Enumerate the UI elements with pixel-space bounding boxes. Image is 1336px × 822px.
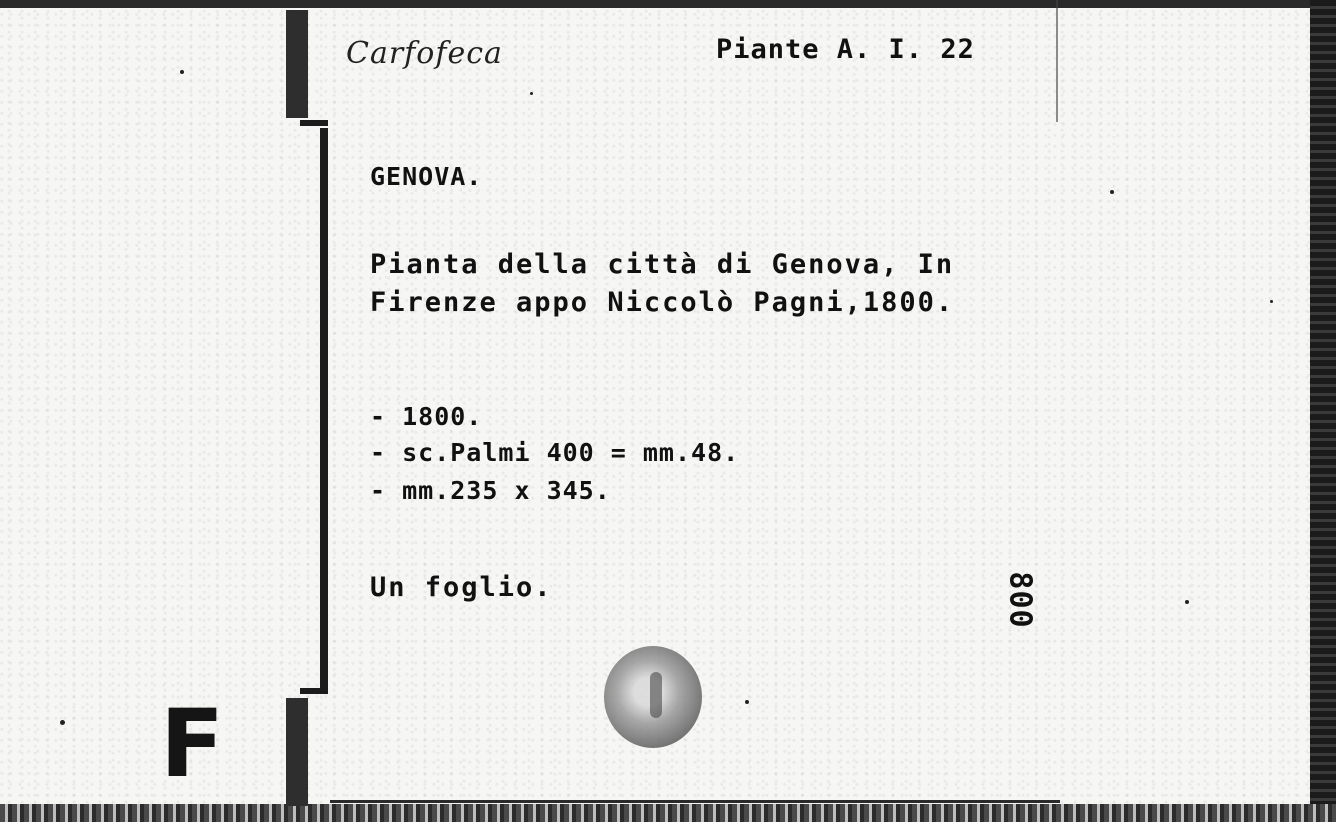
- dust-speck: [745, 700, 749, 704]
- card-detail-scale: - sc.Palmi 400 = mm.48.: [370, 438, 740, 467]
- card-header-handwritten: Carfofeca: [346, 36, 503, 71]
- right-scan-edge: [1310, 0, 1336, 822]
- card-left-border: [320, 128, 328, 690]
- bottom-scan-edge: [0, 804, 1336, 822]
- dust-speck: [180, 70, 184, 74]
- dust-speck: [1110, 190, 1114, 194]
- card-title-line-1: Pianta della città di Genova, In: [370, 249, 955, 280]
- card-rotated-year: 800: [1002, 571, 1038, 629]
- card-sheet-count: Un foglio.: [370, 572, 553, 603]
- divider-tab-bottom: [286, 698, 308, 806]
- divider-tab-top: [286, 10, 308, 118]
- punch-hole: [604, 646, 702, 748]
- card-detail-date: - 1800.: [370, 402, 483, 431]
- dust-speck: [530, 92, 533, 95]
- divider-letter: F: [160, 690, 226, 799]
- card-right-border: [1056, 0, 1058, 122]
- card-detail-dimensions: - mm.235 x 345.: [370, 476, 611, 505]
- card-shelfmark: Piante A. I. 22: [716, 34, 975, 65]
- dust-speck: [60, 720, 65, 725]
- card-city-heading: GENOVA.: [370, 162, 483, 191]
- dust-speck: [1270, 300, 1273, 303]
- card-bottom-border: [330, 800, 1060, 803]
- card-title-line-2: Firenze appo Niccolò Pagni,1800.: [370, 287, 955, 318]
- top-scan-edge: [0, 0, 1336, 8]
- dust-speck: [1185, 600, 1189, 604]
- card-tab-notch-top: [300, 120, 328, 126]
- card-tab-notch-bottom: [300, 688, 328, 694]
